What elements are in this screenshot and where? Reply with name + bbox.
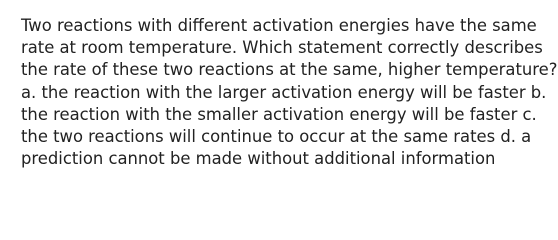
answer-options-line: the reaction with the smaller activation energy will be faster c. (21, 104, 537, 124)
answer-options-line: a. the reaction with the larger activation energy will be faster b. (21, 82, 547, 102)
answer-options-line: prediction cannot be made without additional information (21, 149, 496, 169)
answer-options-line: the two reactions will continue to occur at the same rates d. a (21, 127, 532, 147)
question-line: the rate of these two reactions at the same, higher temperature? (21, 60, 558, 80)
question-text (21, 15, 558, 170)
question-line: rate at room temperature. Which statement correctly describes (21, 38, 543, 58)
question-line: Two reactions with different activation energies have the same (21, 16, 537, 35)
